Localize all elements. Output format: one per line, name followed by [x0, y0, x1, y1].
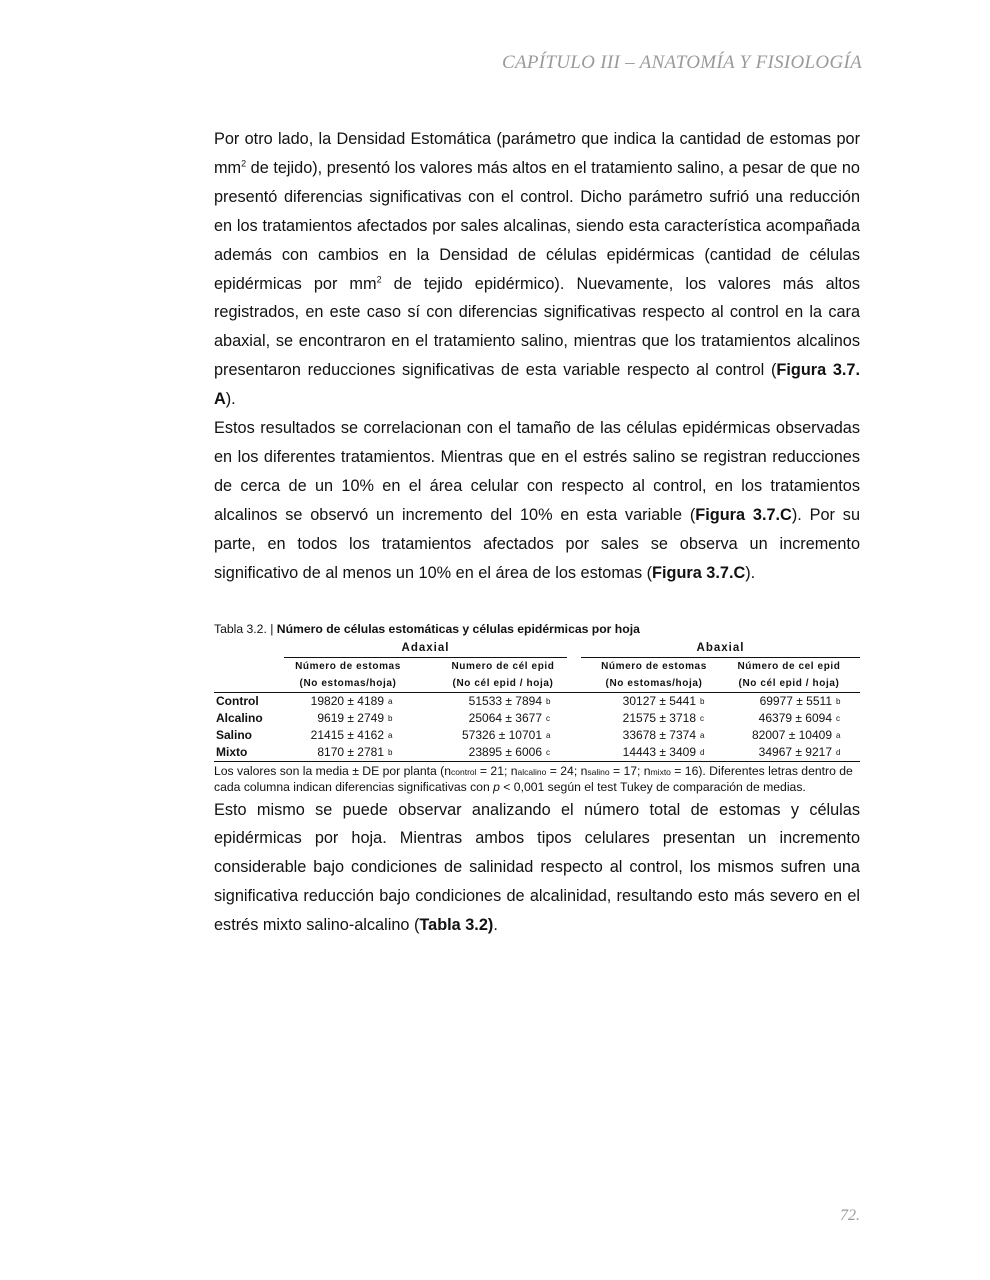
- column-unit-adaxial-stomata: (No estomas/hoja): [284, 675, 412, 693]
- group-header-adaxial: Adaxial: [284, 640, 574, 658]
- table-reference: Tabla 3.2): [419, 916, 494, 935]
- column-unit-abaxial-stomata: (No estomas/hoja): [590, 675, 718, 693]
- table-row: Control 19820 ± 4189 a 51533 ± 7894 b 30127 ± 5441 b 69977 ± 5511 b: [216, 693, 841, 708]
- table-caption: Tabla 3.2. | Número de células estomáticas y células epidérmicas por hoja: [214, 621, 640, 636]
- page-content: [214, 125, 860, 940]
- figure-reference: Figura 3.7. A: [214, 361, 860, 409]
- page-number: 72.: [840, 1207, 860, 1224]
- column-header-abaxial-epidermal: Número de cel epid: [737, 660, 841, 672]
- table-row: Salino 21415 ± 4162 a 57326 ± 10701 a 33678 ± 7374 a 82007 ± 10409 a: [216, 727, 841, 742]
- cell-count-table: [214, 640, 860, 762]
- paragraph-total-cells: Esto mismo se puede observar analizando el número total de estomas y células epidérmicas por hoja. Mientras ambos tipos celulares presentan un incremento considerable bajo condiciones de salinidad respecto al control, los mismos sufren una significativa reducción bajo condiciones de alcalinidad, resultando esto más severo en el estrés mixto salino-alcalino (Tabla 3.2).: [214, 800, 860, 935]
- figure-reference: Figura 3.7.C: [652, 563, 746, 582]
- table-row: Alcalino 9619 ± 2749 b 25064 ± 3677 c 21575 ± 3718 c 46379 ± 6094 c: [216, 710, 840, 725]
- table-footnote: Los valores son la media ± DE por planta (ncontrol = 21; nalcalino = 24; nsalino = 17; nmixto = 16). Diferentes letras dentro de cada columna indican diferencias significativas con p < 0,001 según el test Tukey de comparación de medias.: [214, 763, 853, 794]
- figure-reference: Figura 3.7.C: [695, 505, 792, 524]
- group-header-abaxial: Abaxial: [574, 640, 860, 658]
- table-row: Mixto 8170 ± 2781 b 23895 ± 6006 c 14443 ± 3409 d 34967 ± 9217 d: [214, 744, 860, 762]
- column-header-adaxial-stomata: Número de estomas: [295, 660, 401, 672]
- column-header-adaxial-epidermal: Numero de cél epid: [451, 660, 555, 672]
- column-header-abaxial-stomata: Número de estomas: [601, 660, 707, 672]
- column-unit-abaxial-epidermal: (No cél epid / hoja): [718, 675, 860, 693]
- paragraph-cell-size: Estos resultados se correlacionan con el tamaño de las células epidérmicas observadas en los diferentes tratamientos. Mientras que en el estrés salino se registran reducciones de cerca de un 10% en el área celular con respecto al control, en los tratamientos alcalinos se observó un incremento del 10% en esta variable (Figura 3.7.C). Por su parte, en todos los tratamientos afectados por sales se observa un incremento significativo de al menos un 10% en el área de los estomas (Figura 3.7.C).: [214, 419, 860, 582]
- chapter-header: CAPÍTULO III – ANATOMÍA Y FISIOLOGÍA: [501, 52, 862, 73]
- paragraph-stomatal-density: Por otro lado, la Densidad Estomática (parámetro que indica la cantidad de estomas por $mm^2$ de tejido), presentó los valores más altos en el tratamiento salino, a pesar de que no presentó diferencias significativas con el control. Dicho parámetro sufrió una reducción en los tratamientos afectados por sales alcalinas, siendo esta característica acompañada además con cambios en la Densidad de células epidérmicas (cantidad de células epidérmicas por $mm^2$ de tejido epidérmico). Nuevamente, los valores más altos registrados, en este caso sí con diferencias significativas respecto al control en la cara abaxial, se encontraron en el tratamiento salino, mientras que los tratamientos alcalinos presentaron reducciones significativas de esta variable respecto al control (Figura 3.7. A).: [214, 130, 860, 409]
- column-unit-adaxial-epidermal: (No cél epid / hoja): [432, 675, 574, 693]
